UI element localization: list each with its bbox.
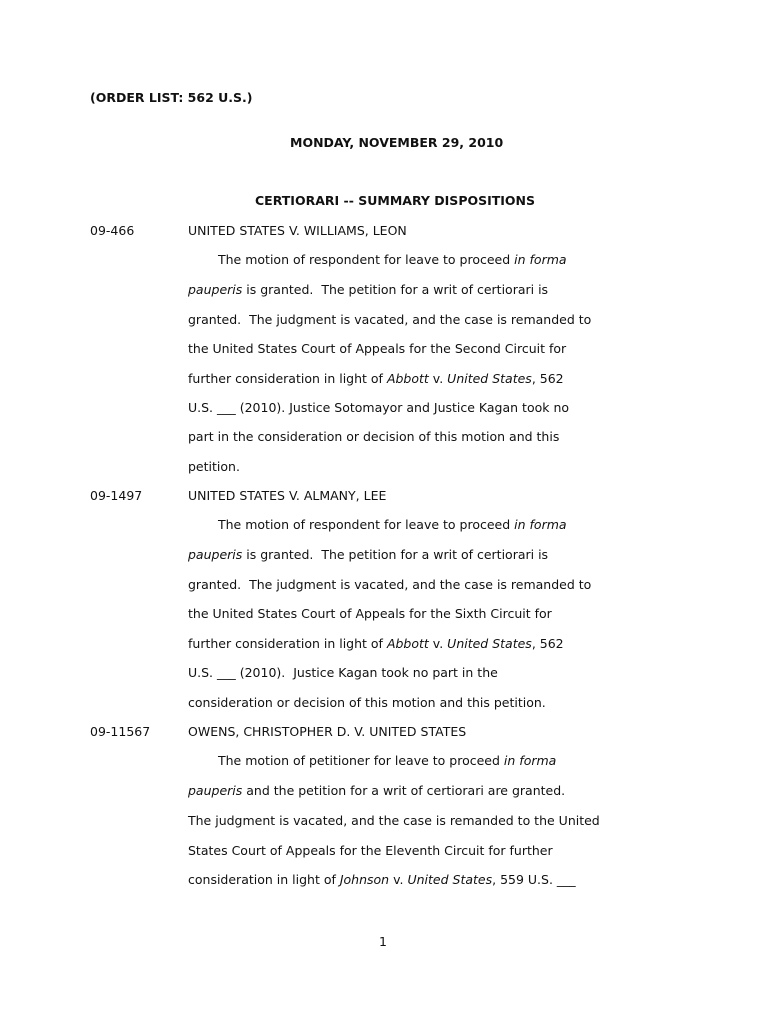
- case-text-line: The motion of respondent for leave to proceed in forma: [218, 252, 567, 267]
- case-docket-number: 09-466: [90, 223, 135, 238]
- case-text-line: further consideration in light of Abbott v. United States, 562: [188, 371, 564, 386]
- case-text-line: consideration in light of Johnson v. United States, 559 U.S. ___: [188, 872, 576, 887]
- case-text-line: further consideration in light of Abbott v. United States, 562: [188, 636, 564, 651]
- case-text-line: part in the consideration or decision of this motion and this: [188, 429, 560, 444]
- section-heading: CERTIORARI -- SUMMARY DISPOSITIONS: [255, 193, 536, 208]
- case-text-line: petition.: [188, 459, 240, 474]
- case-text-line: pauperis and the petition for a writ of certiorari are granted.: [188, 783, 566, 798]
- page-number: 1: [379, 934, 387, 949]
- case-text-line: pauperis is granted. The petition for a writ of certiorari is: [188, 282, 549, 297]
- case-text-line: States Court of Appeals for the Eleventh Circuit for further: [188, 843, 553, 858]
- case-text-line: granted. The judgment is vacated, and the case is remanded to: [188, 577, 592, 592]
- case-title: OWENS, CHRISTOPHER D. V. UNITED STATES: [188, 724, 467, 739]
- case-text-line: U.S. ___ (2010). Justice Sotomayor and Justice Kagan took no: [188, 400, 570, 415]
- case-text-line: pauperis is granted. The petition for a writ of certiorari is: [188, 547, 549, 562]
- case-text-line: The judgment is vacated, and the case is remanded to the United: [188, 813, 600, 828]
- case-text-line: The motion of respondent for leave to proceed in forma: [218, 517, 567, 532]
- case-text-line: granted. The judgment is vacated, and the case is remanded to: [188, 312, 592, 327]
- case-text-line: the United States Court of Appeals for the Sixth Circuit for: [188, 606, 552, 621]
- order-list-heading: (ORDER LIST: 562 U.S.): [90, 90, 253, 105]
- order-date: MONDAY, NOVEMBER 29, 2010: [290, 135, 504, 150]
- case-docket-number: 09-11567: [90, 724, 151, 739]
- case-title: UNITED STATES V. WILLIAMS, LEON: [188, 223, 407, 238]
- case-text-line: U.S. ___ (2010). Justice Kagan took no part in the: [188, 665, 498, 680]
- case-text-line: consideration or decision of this motion and this petition.: [188, 695, 546, 710]
- case-docket-number: 09-1497: [90, 488, 143, 503]
- case-title: UNITED STATES V. ALMANY, LEE: [188, 488, 387, 503]
- case-text-line: the United States Court of Appeals for the Second Circuit for: [188, 341, 567, 356]
- case-text-line: The motion of petitioner for leave to proceed in forma: [218, 753, 557, 768]
